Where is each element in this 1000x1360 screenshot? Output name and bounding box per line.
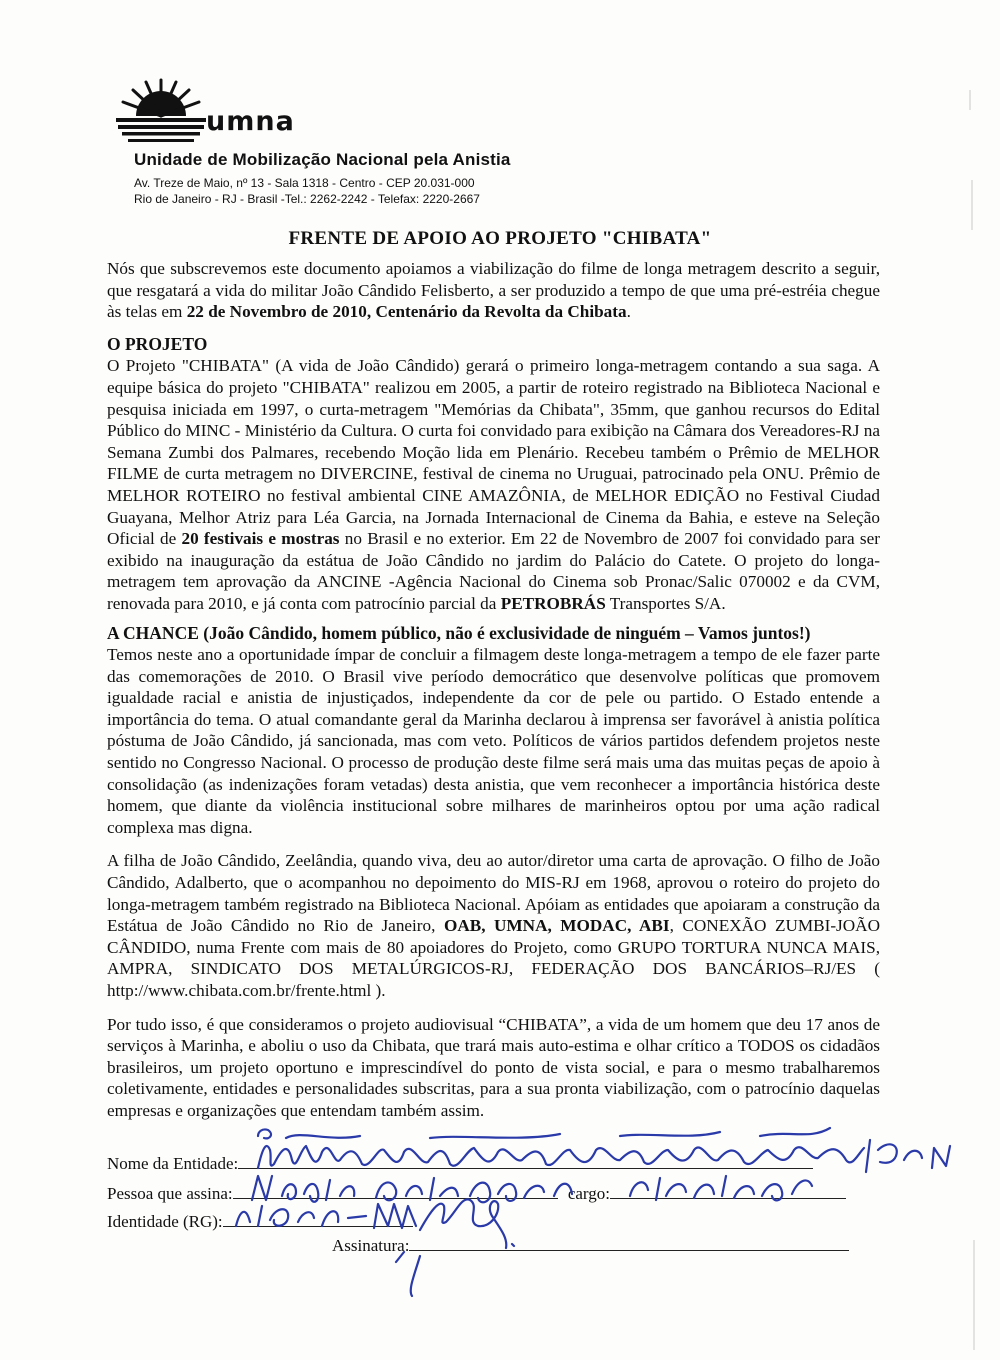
chance-paragraph: Temos neste ano a oportunidade ímpar de concluir a filmagem deste longa-metragem a tempo de ele fazer parte das comemorações de 2010. O Brasil vive período democrático que desenvolve políticas que promovem igualdade racial e anistia de injustiçados, independente da cor de pele ou partido. O Estado entende a importância do tema. O atual comandante geral da Marinha declarou à imprensa ser favorável à anistia política póstuma de João Cândido, já sancionada, mas com veto. Políticos de vários partidos defendem projetos neste sentido no Congresso Nacional. O processo de produção deste filme será mais uma das muitas peças de apoio à consolidação (as indenizações foram vetadas) desta anistia, que vem reconhecer a importância histórica deste homem, que diante da violência institucional sobre milhares de marinheiros optou por uma ação radical complexa mas digna. <box>107 645 880 837</box>
final-paragraph: Por tudo isso, é que consideramos o projeto audiovisual “CHIBATA”, a vida de um homem que deu 17 anos de serviços à Marinha, e aboliu o uso da Chibata, que trará mais auto-estima e olhar crítico a TODOS os cidadãos brasileiros, um projeto oportuno e imprescindível do ponto de vista social, e para o mesmo trabalharemos coletivamente, entidades e personalidades subscritas, para a sua pronta viabilização, com o patrocínio daquelas empresas e organizações que entendam também assim. <box>107 1014 880 1120</box>
address-line-1: Av. Treze de Maio, nº 13 - Sala 1318 - Centro - CEP 20.031-000 <box>134 176 475 190</box>
address-line-2: Rio de Janeiro - RJ - Brasil -Tel.: 2262-2242 - Telefax: 2220-2667 <box>134 192 480 206</box>
filha-paragraph: A filha de João Cândido, Zeelândia, quando viva, deu ao autor/diretor uma carta de aprovação. O filho de João Cândido, Adalberto, que o acompanhou no depoimento do MIS-RJ em 1968, aprovou o roteiro do projeto do longa-metragem também registrado na Biblioteca Nacional. Apóiam as entidades que apoiaram a construção da Estátua de João Cândido no Rio de Janeiro, OAB, UMNA, MODAC, ABI, CONEXÃO ZUMBI-JOÃO CÂNDIDO, numa Frente com mais de 80 apoiadores do Projeto, como GRUPO TORTURA NUNCA MAIS, AMPRA, SINDICATO DOS METALÚRGICOS-RJ, FEDERAÇÃO DOS BANCÁRIOS–RJ/ES ( http://www.chibata.com.br/frente.html ). <box>107 851 880 1000</box>
scan-margin-marks <box>960 70 990 1360</box>
document-body <box>107 258 880 1122</box>
rg-label: Identidade (RG): <box>107 1212 223 1231</box>
signature-label: Assinatura: <box>332 1236 410 1255</box>
signer-label: Pessoa que assina: <box>107 1184 233 1203</box>
organization-name: Unidade de Mobilização Nacional pela Anistia <box>134 150 511 169</box>
document-title: FRENTE DE APOIO AO PROJETO "CHIBATA" <box>288 228 712 249</box>
umna-sunrise-logo <box>116 78 206 150</box>
role-field[interactable] <box>610 1180 846 1199</box>
signature-field[interactable] <box>409 1232 849 1251</box>
entity-name-label: Nome da Entidade: <box>107 1154 239 1173</box>
rg-row <box>107 1208 413 1232</box>
intro-paragraph: Nós que subscrevemos este documento apoiamos a viabilização do filme de longa metragem descrito a seguir, que resgatará a vida do militar João Cândido Felisberto, a ser produzido a tempo de que uma pré-estréia chegue às telas em 22 de Novembro de 2010, Centenário da Revolta da Chibata. <box>107 259 880 322</box>
logo-wordmark: umna <box>206 106 295 137</box>
signer-field[interactable] <box>233 1180 558 1199</box>
section-heading-projeto: O PROJETO <box>107 333 208 354</box>
signature-row <box>332 1232 849 1256</box>
role-label: cargo: <box>567 1184 611 1203</box>
entity-name-field[interactable] <box>238 1150 813 1169</box>
section-heading-chance: A CHANCE (João Cândido, homem público, não é exclusividade de ninguém – Vamos juntos!) <box>107 622 811 643</box>
rg-field[interactable] <box>223 1208 413 1227</box>
signer-row <box>107 1180 846 1204</box>
entity-name-row <box>107 1150 813 1174</box>
projeto-paragraph: O Projeto "CHIBATA" (A vida de João Cândido) gerará o primeiro longa-metragem contando a sua saga. A equipe básica do projeto "CHIBATA" realizou em 2005, a partir de roteiro registrado na Biblioteca Nacional e pesquisa iniciada em 1997, o curta-metragem "Memórias da Chibata", 35mm, que ganhou recursos do Edital Público do MINC - Ministério da Cultura. O curta foi convidado para exibição na Câmara dos Vereadores-RJ na Semana Zumbi dos Palmares, recebendo Moção lida em Plenário. Recebeu também o Prêmio de MELHOR FILME de curta metragem no DIVERCINE, festival de cinema no Uruguai, patrocinado pela ONU. Prêmio de MELHOR ROTEIRO no festival ambiental CINE AMAZÔNIA, de MELHOR EDIÇÃO no Festival Ciudad Guayana, Melhor Atriz para Léa Garcia, na Jornada Internacional de Cinema da Bahia, e esteve na Seleção Oficial de 20 festivais e mostras no Brasil e no exterior. Em 22 de Novembro de 2007 foi convidado para ser exibido na inauguração da estátua de João Cândido no jardim do Palácio do Catete. O projeto do longa-metragem tem aprovação da ANCINE -Agência Nacional do Cinema sob Pronac/Salic 070002 e da CVM, renovada para 2010, e já conta com patrocínio parcial da PETROBRÁS Transportes S/A. <box>107 356 880 613</box>
